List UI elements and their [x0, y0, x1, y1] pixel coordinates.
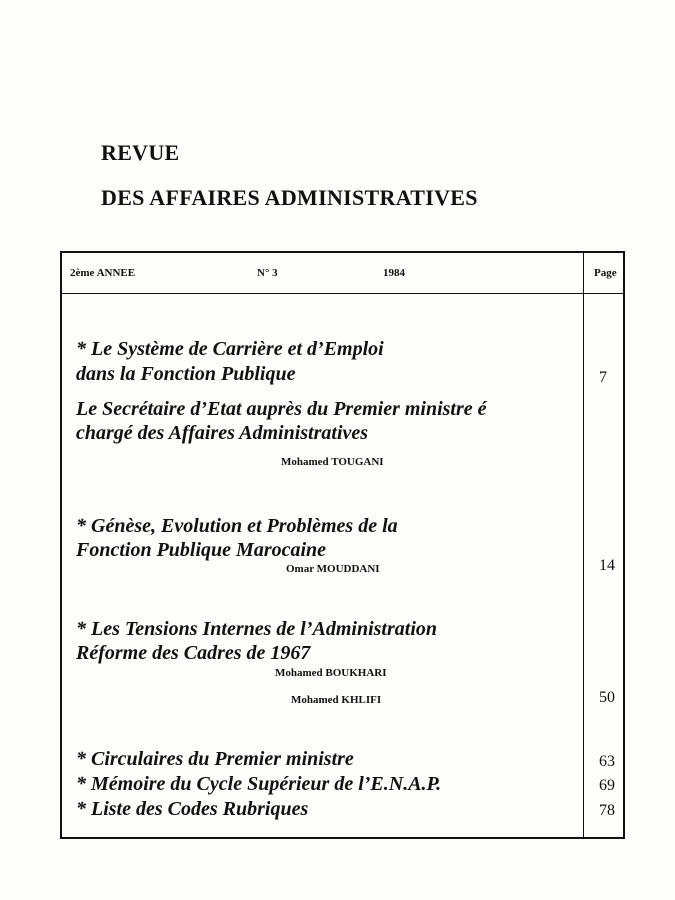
article-1-title-line2: dans la Fonction Publique — [76, 363, 296, 385]
article-5-page: 69 — [599, 777, 615, 794]
article-2-page: 14 — [599, 557, 615, 574]
article-1-page: 7 — [599, 369, 607, 386]
contents-table — [60, 251, 625, 839]
header-divider — [62, 293, 623, 294]
article-3-author-2: Mohamed KHLIFI — [291, 694, 382, 706]
article-3-title-line2: Réforme des Cadres de 1967 — [76, 642, 311, 664]
article-2-title-line2: Fonction Publique Marocaine — [76, 539, 327, 561]
article-2-author: Omar MOUDDANI — [286, 563, 380, 575]
article-4-title: * Circulaires du Premier ministre — [76, 748, 354, 770]
article-1-title-line1: * Le Système de Carrière et d’Emploi — [76, 338, 384, 360]
journal-title-line2: DES AFFAIRES ADMINISTRATIVES — [101, 185, 478, 210]
article-3-title-line1: * Les Tensions Internes de l’Administration — [76, 618, 437, 640]
journal-title-line1: REVUE — [101, 140, 180, 165]
article-3-page: 50 — [599, 689, 615, 706]
article-6-title: * Liste des Codes Rubriques — [76, 798, 309, 820]
header-date: 1984 — [383, 267, 405, 279]
article-6-page: 78 — [599, 802, 615, 819]
article-5-title: * Mémoire du Cycle Supérieur de l’E.N.A.P. — [76, 773, 442, 795]
article-1-title-line3: Le Secrétaire d’Etat auprès du Premier ministre é — [76, 398, 487, 420]
header-issue: N° 3 — [257, 267, 278, 279]
article-4-page: 63 — [599, 753, 615, 770]
article-2-title-line1: * Génèse, Evolution et Problèmes de la — [76, 515, 398, 537]
article-1-title-line4: chargé des Affaires Administratives — [76, 422, 369, 444]
header-year: 2ème ANNEE — [70, 267, 136, 279]
article-3-author-1: Mohamed BOUKHARI — [275, 667, 387, 679]
header-page: Page — [594, 267, 617, 279]
page-column-divider — [583, 253, 584, 837]
article-1-author: Mohamed TOUGANI — [281, 456, 384, 468]
